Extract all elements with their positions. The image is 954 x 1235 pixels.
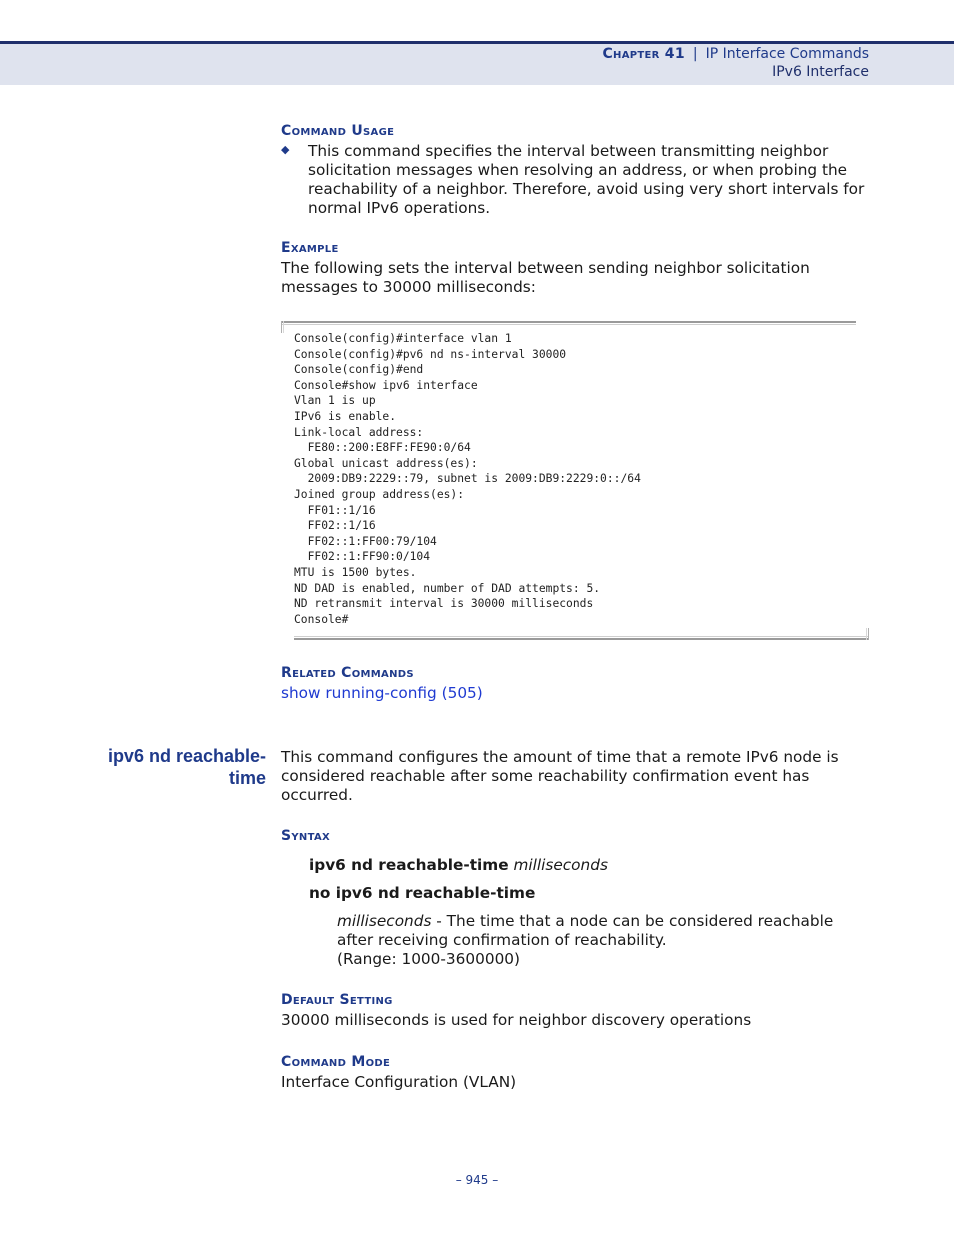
command-title-line1: ipv6 nd reachable- xyxy=(107,746,266,766)
code-listing xyxy=(294,331,641,627)
syntax-parameter: milliseconds xyxy=(513,856,608,874)
syntax-line-1 xyxy=(309,856,608,875)
code-line: ND retransmit interval is 30000 milliseconds xyxy=(294,597,594,611)
code-line: FF02::1:FF00:79/104 xyxy=(294,534,437,548)
code-box-top-rule xyxy=(281,321,856,325)
code-line: Console(config)#interface vlan 1 xyxy=(294,332,512,345)
code-line: Console(config)#end xyxy=(294,363,424,377)
command-usage-heading: Command Usage xyxy=(281,123,395,139)
related-commands-item xyxy=(281,684,871,703)
command-title xyxy=(108,745,266,789)
code-line: Joined group address(es): xyxy=(294,487,465,501)
command-mode-text: Interface Configuration (VLAN) xyxy=(281,1073,517,1091)
parameter-desc: - The time that a node can be considered reachable after receiving confirmation of reachability. xyxy=(337,912,834,949)
example-text: The following sets the interval between sending neighbor solicitation messages to 30000 milliseconds: xyxy=(281,259,810,296)
code-line: Vlan 1 is up xyxy=(294,394,376,408)
code-line: IPv6 is enable. xyxy=(294,409,397,423)
command-usage-bullet xyxy=(281,142,871,218)
syntax-heading: Syntax xyxy=(281,828,330,844)
section-title: IPv6 Interface xyxy=(772,64,869,80)
default-setting-heading: Default Setting xyxy=(281,992,393,1008)
parameter-description xyxy=(337,912,867,969)
header-separator: | xyxy=(692,46,698,62)
chapter-label: Chapter 41 xyxy=(602,46,685,62)
code-line: 2009:DB9:2229::79, subnet is 2009:DB9:2229:0::/64 xyxy=(294,472,641,486)
code-line: MTU is 1500 bytes. xyxy=(294,565,417,579)
syntax-no-command: no ipv6 nd reachable-time xyxy=(309,884,536,902)
code-example-box xyxy=(281,321,869,640)
code-line: FE80::200:E8FF:FE90:0/64 xyxy=(294,441,471,455)
parameter-name: milliseconds xyxy=(337,912,432,930)
command-usage-text: This command specifies the interval between transmitting neighbor solicitation messages when resolving an address, or when probing the reachability of a neighbor. Therefore, avoid using very short intervals for normal IPv6 operations. xyxy=(308,142,865,217)
syntax-line-2 xyxy=(309,884,535,903)
page-number: – 945 – xyxy=(455,1173,499,1187)
code-line: FF02::1/16 xyxy=(294,519,376,533)
code-line: Console#show ipv6 interface xyxy=(294,378,478,392)
code-box-left-rule xyxy=(281,321,284,333)
command-title-line2: time xyxy=(228,768,266,788)
code-box-right-rule xyxy=(866,628,869,640)
show-running-config-link[interactable]: show running-config (505) xyxy=(281,684,483,702)
diamond-bullet-icon: ◆ xyxy=(281,143,290,156)
command-description: This command configures the amount of time that a remote IPv6 node is considered reachable after some reachability confirmation event has occurred. xyxy=(281,748,839,804)
code-line: Console# xyxy=(294,612,349,626)
code-line: FF01::1/16 xyxy=(294,503,376,517)
example-heading: Example xyxy=(281,240,339,256)
chapter-title: IP Interface Commands xyxy=(705,46,869,62)
running-header xyxy=(602,45,869,81)
command-mode-heading: Command Mode xyxy=(281,1054,391,1070)
code-line: Console(config)#pv6 nd ns-interval 30000 xyxy=(294,347,567,361)
code-line: Link-local address: xyxy=(294,425,424,439)
syntax-command: ipv6 nd reachable-time xyxy=(309,856,509,874)
related-commands-heading: Related Commands xyxy=(281,665,414,681)
code-box-bottom-rule xyxy=(294,636,869,640)
code-line: Global unicast address(es): xyxy=(294,456,478,470)
default-setting-text: 30000 milliseconds is used for neighbor discovery operations xyxy=(281,1011,752,1029)
parameter-range: (Range: 1000-3600000) xyxy=(337,950,521,968)
code-line: ND DAD is enabled, number of DAD attempts: 5. xyxy=(294,581,601,595)
code-line: FF02::1:FF90:0/104 xyxy=(294,550,431,564)
